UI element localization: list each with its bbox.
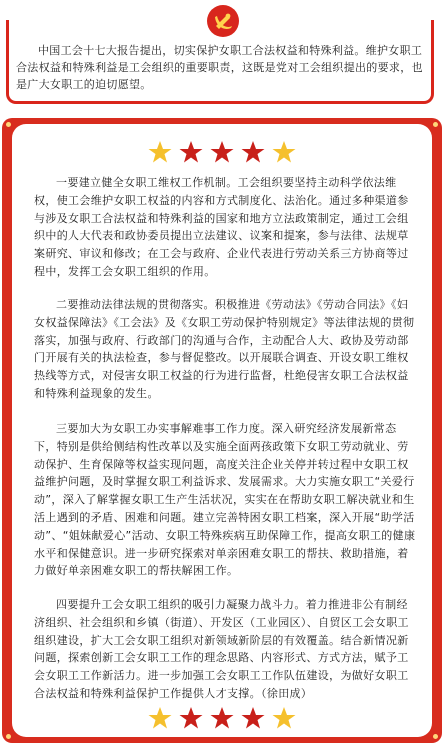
star-red-icon (241, 140, 265, 164)
star-row-top (12, 140, 432, 166)
party-emblem-icon (207, 5, 239, 37)
paragraph-1: 一要建立健全女职工维权工作机制。工会组织要坚持主动科学依法维权，使工会维护女职工权益的内容和方式制度化、法治化。通过多种渠道参与涉及女职工合法权益和特殊利益的国家和地方立法政策制定，通过工会组织中的人大代表和政协委员提出立法建议、议案和提案，参与法律、法规草案研究、审议和修改；在工会与政府、企业代表进行劳动关系三方协商等过程中，发挥工会女职工组织的作用。 (34, 176, 409, 278)
corner-dot (6, 734, 11, 739)
star-row-bottom (12, 706, 432, 732)
star-gold-icon (148, 140, 172, 164)
content-frame (2, 118, 442, 743)
star-red-icon (179, 706, 203, 730)
content-panel (12, 124, 432, 737)
paragraph-2: 二要推动法律法规的贯彻落实。积极推进《劳动法》《劳动合同法》《妇女权益保障法》《工会法》及《女职工劳动保护特别规定》等法律法规的贯彻落实，加强与政府、行政部门的沟通与合作，主动配合人大、政协及劳动部门开展有关的执法检查，参与督促整改。以开展联合调查、开设女职工维权热线等方式，对侵害女职工权益的行为进行监督，杜绝侵害女职工合法权益和特殊利益现象的发生。 (34, 298, 415, 400)
star-gold-icon (272, 140, 296, 164)
star-red-icon (179, 140, 203, 164)
star-red-icon (241, 706, 265, 730)
corner-dot (433, 122, 438, 127)
star-red-icon (210, 706, 234, 730)
corner-dot (433, 734, 438, 739)
star-red-icon (210, 140, 234, 164)
star-gold-icon (148, 706, 172, 730)
header (0, 0, 444, 116)
corner-dot (6, 122, 11, 127)
paragraph-4: 四要提升工会女职工组织的吸引力凝聚力战斗力。着力推进非公有制经济组织、社会组织和乡镇（街道）、开发区（工业园区）、自贸区工会女职工组织建设，扩大工会女职工组织对新领域新阶层的有效覆盖。结合新情况新问题，探索创新工会女职工工作的理念思路、内容形式、方式方法，赋予工会女职工工作新活力。进一步加强工会女职工工作队伍建设，为做好女职工合法权益和特殊利益保护工作提供人才支撑。（徐田成） (34, 598, 409, 700)
intro-text: 中国工会十七大报告提出，切实保护女职工合法权益和特殊利益。维护女职工合法权益和特殊利益是工会组织的重要职责，这既是党对工会组织提出的要求，也是广大女职工的迫切愿望。 (16, 44, 423, 91)
paragraph-3: 三要加大为女职工办实事解难事工作力度。深入研究经济发展新常态下，特别是供给侧结构性改革以及实施全面两孩政策下女职工劳动就业、劳动保护、生育保障等权益实现问题，高度关注企业关停并转过程中女职工权益维护问题，及时掌握女职工利益诉求、发展需求。大力实施女职工“关爱行动”，深入了解掌握女职工生产生活状况，实实在在帮助女职工解决就业和生活上遇到的矛盾、困难和问题。建立完善特困女职工档案，深入开展“助学活动”、“姐妹献爱心”活动、女职工特殊疾病互助保障工作，提高女职工的健康水平和保健意识。进一步研究探索对单亲困难女职工的帮扶、救助措施，着力做好单亲困难女职工的帮扶解困工作。 (34, 422, 416, 578)
star-gold-icon (272, 706, 296, 730)
